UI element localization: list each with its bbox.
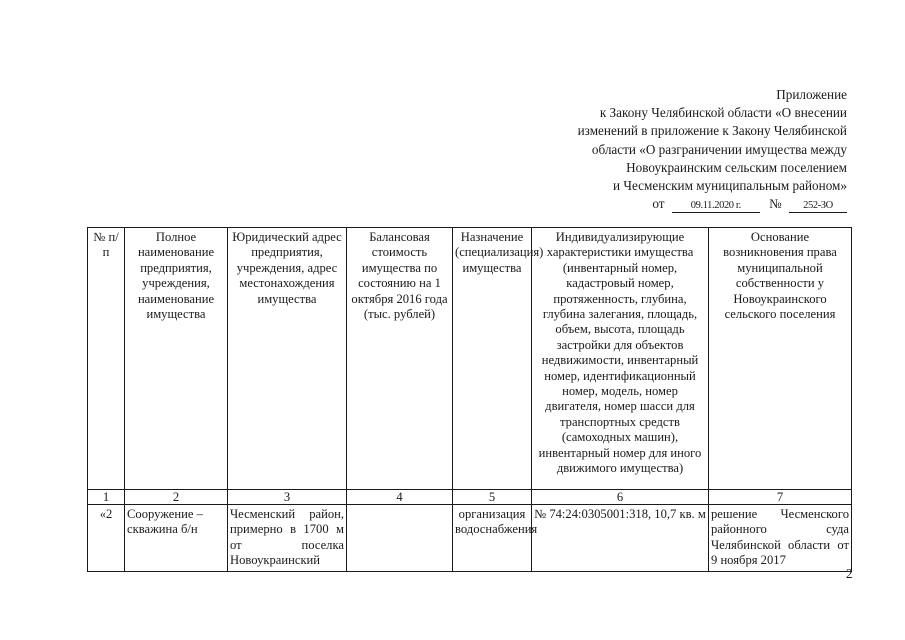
row-purpose: организация водоснабжения [453,505,532,572]
number-label: № [769,196,782,212]
property-table [87,227,852,572]
row-num: «2 [88,505,125,572]
row-value [347,505,453,572]
col-number: 2 [125,490,228,505]
header-line-2: к Закону Челябинской области «О внесении [599,105,847,121]
column-number-row [88,490,852,505]
law-number: 252-ЗО [789,199,847,213]
header-line-annex: Приложение [776,87,847,102]
row-basis: решение Чесменского районного суда Челябинской области от 9 ноября 2017 [709,505,852,572]
col-number: 5 [453,490,532,505]
row-name: Сооружение – скважина б/н [125,505,228,572]
table-row [88,505,852,572]
table-header-row [88,228,852,490]
header-basis: Основание возникновения права муниципальной собственности у Новоукраинского сельского поселения [709,228,852,490]
header-line-6: и Чесменским муниципальным районом» [613,178,847,194]
header-line-4: области «О разграничении имущества между [591,141,847,157]
col-number: 1 [88,490,125,505]
header-characteristics: Индивидуализирующие характеристики имущества (инвентарный номер, кадастровый номер, протяженность, глубина, глубина залегания, площадь, объем, высота, площадь застройки для объектов недвижимости, инвентарный номер, идентификационный номер, модель, номер двигателя, номер шасси для транспортных средств (самоходных машин), инвентарный номер для иного движимого имущества) [532,228,709,490]
col-number: 3 [228,490,347,505]
col-number: 7 [709,490,852,505]
header-value: Балансовая стоимость имущества по состоянию на 1 октября 2016 года (тыс. рублей) [347,228,453,490]
header-name: Полное наименование предприятия, учреждения, наименование имущества [125,228,228,490]
document-header [527,86,847,213]
header-num: № п/п [88,228,125,490]
header-line-3: изменений в приложение к Закону Челябинской [577,123,847,139]
header-purpose: Назначение (специализация) имущества [453,228,532,490]
row-characteristics: № 74:24:0305001:318, 10,7 кв. м [532,505,709,572]
row-address: Чесменский район, примерно в 1700 м от поселка Новоукраинский [228,505,347,572]
header-line-5: Новоукраинским сельским поселением [626,159,847,175]
law-date: 09.11.2020 г. [672,199,760,213]
col-number: 6 [532,490,709,505]
page-number: 2 [846,566,853,581]
header-address: Юридический адрес предприятия, учреждения, адрес местонахождения имущества [228,228,347,490]
header-date-row [527,195,847,213]
date-from-label: от [652,196,665,212]
col-number: 4 [347,490,453,505]
